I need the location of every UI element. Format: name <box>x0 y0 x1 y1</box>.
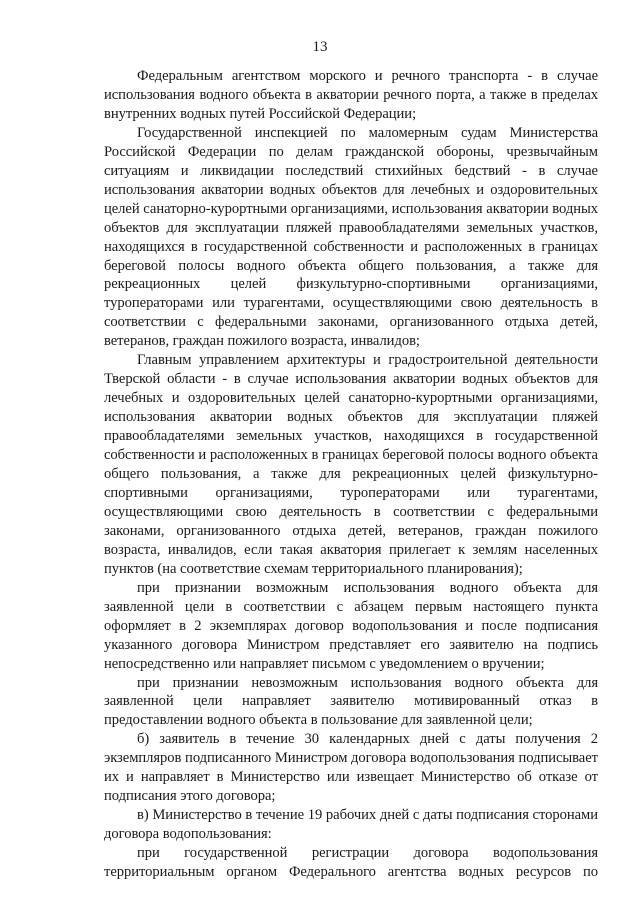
paragraph-item-b: б) заявитель в течение 30 календарных дней с даты получения 2 экземпляров подписанного Министром договора водопользования подписывает их и направляет в Министерство или извещает Министерство об отказе от подписания этого договора; <box>104 731 598 805</box>
document-body <box>104 67 598 882</box>
paragraph-state-registration: при государственной регистрации договора водопользования территориальным органом Федерального агентства водных ресурсов по <box>104 845 598 881</box>
paragraph-item-v: в) Министерство в течение 19 рабочих дней с даты подписания сторонами договора водопользования: <box>104 807 598 843</box>
paragraph-refusal-case: при признании невозможным использования водного объекта для заявленной цели направляет заявителю мотивированный отказ в предоставлении водного объекта в пользование для заявленной цели; <box>104 674 598 729</box>
paragraph-rosmorrechflot: Федеральным агентством морского и речного транспорта - в случае использования водного объекта в акватории речного порта, а также в пределах внутренних водных путей Российской Федерации; <box>104 68 598 122</box>
page-number: 13 <box>312 39 328 55</box>
paragraph-architecture-department: Главным управлением архитектуры и градостроительной деятельности Тверской области - в случае использования акватории водных объектов для лечебных и оздоровительных целей санаторно-курортными организациями, использования акватории водных объектов для эксплуатации пляжей правообладателями земельных участков, находящихся в государственной собственности и расположенных в границах береговой полосы водного объекта общего пользования, а также для рекреационных целей физкультурно-спортивными организациями, туроператорами или турагентами, осуществляющими свою деятельность в соответствии с федеральными законами, организованного отдыха детей, ветеранов, граждан пожилого возраста, инвалидов, если такая акватория прилегает к землям населенных пунктов (на соответствие схемам территориального планирования); <box>104 352 598 577</box>
paragraph-approval-case: при признании возможным использования водного объекта для заявленной цели в соответствии с абзацем первым настоящего пункта оформляет в 2 экземплярах договор водопользования и после подписания указанного договора Министром представляет его заявителю на подпись непосредственно или направляет письмом с уведомлением о вручении; <box>104 579 598 672</box>
paragraph-gims: Государственной инспекцией по маломерным судам Министерства Российской Федерации по делам гражданской обороны, чрезвычайным ситуациям и ликвидации последствий стихийных бедствий - в случае использования акватории водных объектов для лечебных и оздоровительных целей санаторно-курортными организациями, использования акватории водных объектов для эксплуатации пляжей правообладателями земельных участков, находящихся в государственной собственности и расположенных в границах береговой полосы водного объекта общего пользования, а также для рекреационных целей физкультурно-спортивными организациями, туроператорами или турагентами, осуществляющими свою деятельность в соответствии с федеральными законами, организованного отдыха детей, ветеранов, граждан пожилого возраста, инвалидов; <box>104 124 598 350</box>
